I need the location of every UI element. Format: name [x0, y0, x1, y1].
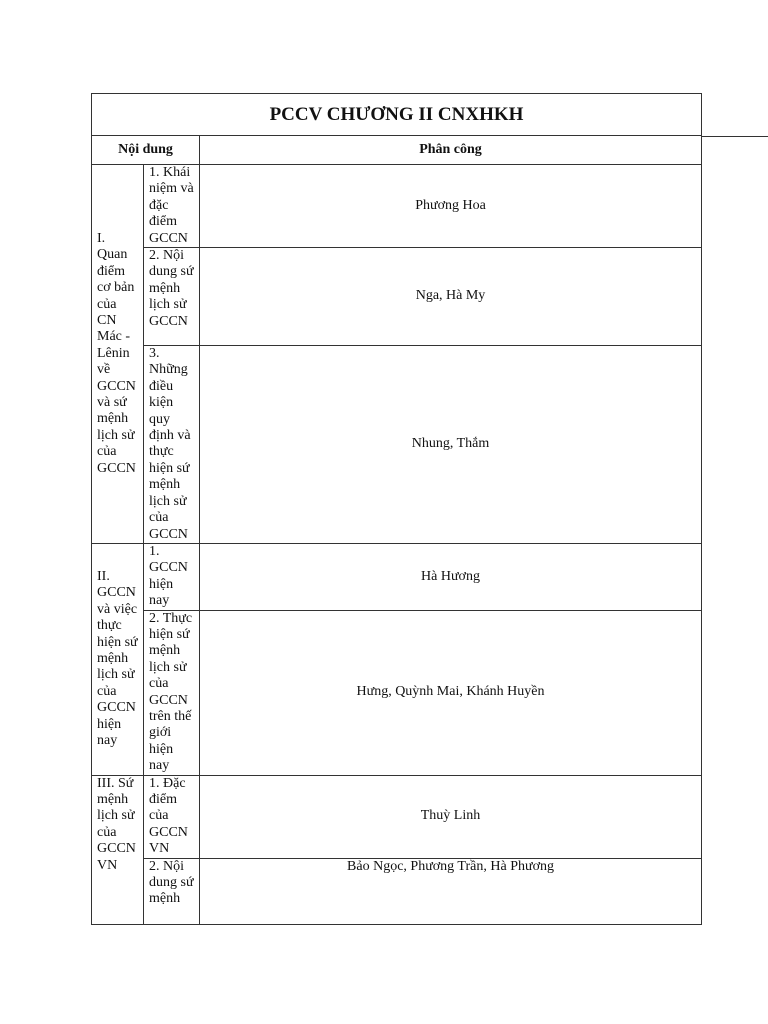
assignee-cell: Hưng, Quỳnh Mai, Khánh Huyền [200, 610, 702, 775]
document-title-row [91, 93, 702, 135]
document-page [91, 93, 702, 925]
assignee-cell: Bảo Ngọc, Phương Trần, Hà Phương [200, 858, 702, 924]
section-label: I. Quan điểm cơ bản của CN Mác - Lênin về GCCN và sứ mệnh lịch sử của GCCN [92, 165, 144, 544]
assignee-cell: Phương Hoa [200, 165, 702, 248]
table-row [92, 346, 702, 544]
table-row [92, 858, 702, 924]
header-assignment: Phân công [200, 136, 702, 165]
assignment-table [91, 135, 702, 925]
assignee-cell: Hà Hương [200, 543, 702, 610]
header-content: Nội dung [92, 136, 200, 165]
topic-cell: 1. GCCN hiện nay [144, 543, 200, 610]
table-row [92, 165, 702, 248]
topic-cell: 3. Những điều kiện quy định và thực hiện sứ mệnh lịch sử của GCCN [144, 346, 200, 544]
title-rule-line [702, 136, 768, 137]
topic-cell: 2. Thực hiện sứ mệnh lịch sử của GCCN trên thế giới hiện nay [144, 610, 200, 775]
assignee-cell: Thuỳ Linh [200, 775, 702, 858]
assignee-cell: Nhung, Thắm [200, 346, 702, 544]
topic-cell: 1. Đặc điểm của GCCN VN [144, 775, 200, 858]
header-row [92, 136, 702, 165]
section-label: II. GCCN và việc thực hiện sứ mệnh lịch sử của GCCN hiện nay [92, 543, 144, 775]
table-row [92, 248, 702, 346]
topic-cell: 1. Khái niệm và đặc điểm GCCN [144, 165, 200, 248]
table-row [92, 610, 702, 775]
section-label: III. Sứ mệnh lịch sử của GCCN VN [92, 775, 144, 924]
topic-cell: 2. Nội dung sứ mệnh lịch sử GCCN [144, 248, 200, 346]
document-title: PCCV CHƯƠNG II CNXHKH [269, 103, 524, 125]
table-row [92, 775, 702, 858]
table-row [92, 543, 702, 610]
assignee-cell: Nga, Hà My [200, 248, 702, 346]
topic-cell: 2. Nội dung sứ mệnh [144, 858, 200, 924]
